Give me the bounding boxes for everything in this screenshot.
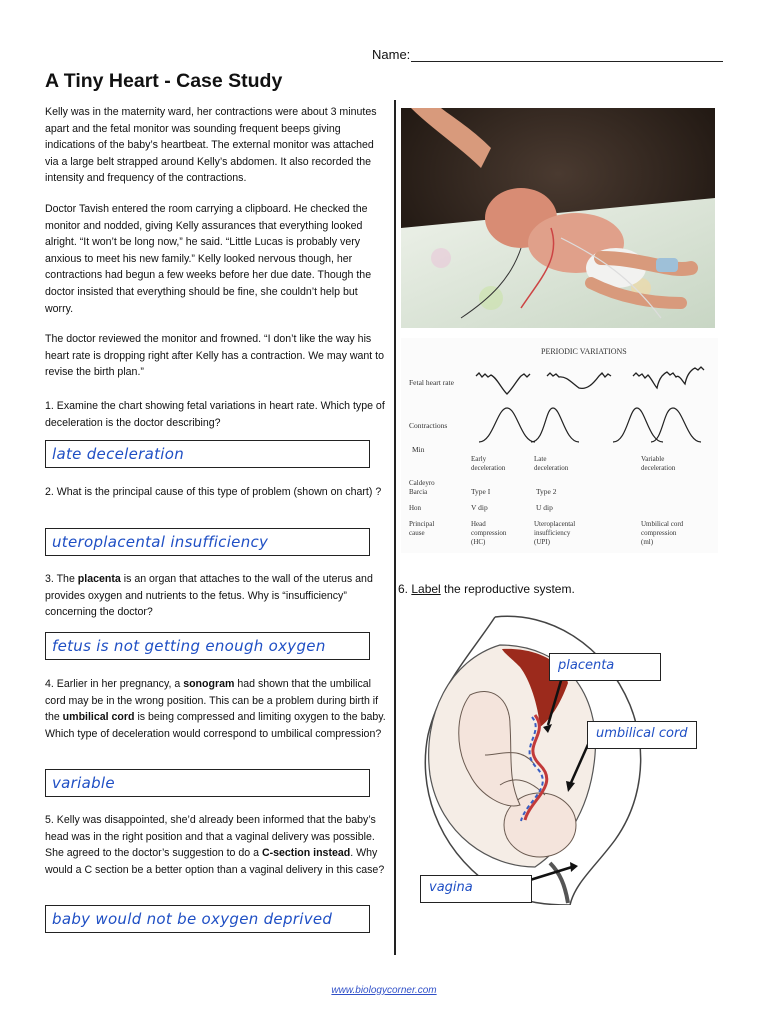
col2-hon: U dip [536,503,553,512]
q6-text: the reproductive system. [440,582,575,596]
col2-name-1: Late [534,455,547,463]
col2-cause-3: (UPI) [534,538,550,546]
col1-name-2: deceleration [471,464,506,472]
row-label-caldeyro-1: Caldeyro [409,479,435,487]
question-1: 1. Examine the chart showing fetal variations in heart rate. Which type of deceleration is the doctor describing? [45,400,385,429]
newborn-photo [401,108,715,328]
umbilical-cord-label-field[interactable]: umbilical cord [587,721,697,749]
q6-number: 6. [398,582,412,596]
periodic-variations-chart [401,338,718,553]
answer-5-field[interactable]: baby would not be oxygen deprived [45,905,370,933]
q5-text-b: . Why would a C section be a better option than a vaginal delivery in this case? [45,847,385,876]
contraction-curve-variable-1 [613,408,663,442]
col1-hon: V dip [471,503,488,512]
col3-cause-1: Umbilical cord [641,520,684,528]
fhr-trace-late [547,373,611,388]
row-label-cause-1: Principal [409,520,435,528]
q3-text-b: is an organ that attaches to the wall of the uterus and provides oxygen and nutrients to the fetus. Why is “insufficiency” concerning the doctor? [45,573,373,619]
q4-text-b: had shown that the umbilical cord may be in the wrong position. This can be a problem during birth if the [45,678,379,724]
story-paragraph-1: Kelly was in the maternity ward, her contractions were about 3 minutes apart and the fetal monitor was sounding frequent beeps giving indications of the baby’s heartbeat. The external monitor was attached via a large belt strapped around Kelly’s abdomen. It also recorded the intensity and frequency of the contractions. [45,106,377,185]
contraction-curve-late [531,408,579,442]
q5-text-a: 5. Kelly was disappointed, she’d already been informed that the baby’s head was in the right position and that a vaginal delivery was possible. She agreed to the doctor’s suggestion to do a [45,814,376,860]
row-label-hon: Hon [409,504,422,512]
contraction-curve-early [479,408,535,442]
answer-3-field[interactable]: fetus is not getting enough oxygen [45,632,370,660]
story [45,104,385,395]
placenta-label-field[interactable]: placenta [549,653,661,681]
page-title: A Tiny Heart - Case Study [45,70,283,92]
answer-4-field[interactable]: variable [45,769,370,797]
col3-name-2: deceleration [641,464,676,472]
col2-cause-1: Uteroplacental [534,520,576,528]
name-label: Name: [372,47,411,62]
fhr-trace-variable [633,367,704,388]
story-paragraph-2: Doctor Tavish entered the room carrying a clipboard. He checked the monitor and nodded, giving Kelly assurances that everything looked alright. “It won’t be long now,” he said. “Little Lucas is probably very anxious to meet his new family.” Kelly looked nervous though, her contractions had begun a few weeks before her due date. Though the doctor insisted that everything should be fine, she couldn’t help but worry. [45,202,372,315]
question-4 [45,676,387,742]
fhr-trace-early [476,373,530,394]
q6-label-word: Label [411,582,441,596]
col3-cause-2: compression [641,529,677,537]
answer-1-field[interactable]: late deceleration [45,440,370,468]
vagina-arrow-head [570,862,578,872]
vagina-arrow [530,867,572,880]
col1-cause-1: Head [471,520,486,528]
question-3 [45,571,387,621]
column-divider [394,100,396,955]
col1-name-1: Early [471,455,487,463]
col2-name-2: deceleration [534,464,569,472]
vagina-label-field[interactable]: vagina [420,875,532,903]
q4-text-a: 4. Earlier in her pregnancy, a [45,678,184,690]
footer-link[interactable]: www.biologycorner.com [331,985,437,996]
col2-cause-2: insufficiency [534,529,571,537]
q4-bold-sonogram: sonogram [183,678,235,690]
q4-bold-umbilical: umbilical cord [62,711,135,724]
chart-title: PERIODIC VARIATIONS [541,347,627,356]
newborn-photo-art [401,108,715,328]
q3-bold-placenta: placenta [77,573,121,585]
reproductive-diagram [400,605,730,905]
row-label-min: Min [412,445,425,454]
question-2: 2. What is the principal cause of this type of problem (shown on chart) ? [45,486,382,498]
col3-name-1: Variable [641,455,665,463]
reproductive-diagram-art [400,605,730,905]
col1-type: Type I [471,487,491,496]
q4-text-c: is being compressed and limiting oxygen to the baby. Which type of deceleration would correspond to umbilical compression? [45,711,386,740]
row-label-fhr: Fetal heart rate [409,378,454,387]
question-5 [45,812,387,878]
col1-cause-2: compression [471,529,507,537]
row-label-contractions: Contractions [409,421,448,430]
row-label-caldeyro-2: Barcia [409,488,428,496]
question-6 [398,582,575,596]
q3-text-a: 3. The [45,573,78,585]
q5-bold-csection: C-section instead [261,847,351,860]
row-label-cause-2: cause [409,529,425,537]
story-paragraph-3: The doctor reviewed the monitor and frowned. “I don’t like the way his heart rate is dropping right after Kelly has a contraction. We may want to revise the birth plan.” [45,333,384,379]
col3-cause-3: (ml) [641,538,654,546]
answer-2-field[interactable]: uteroplacental insufficiency [45,528,370,556]
col1-cause-3: (HC) [471,538,486,546]
name-field[interactable] [411,61,723,62]
contraction-curve-variable-2 [651,408,701,442]
col2-type: Type 2 [536,487,557,496]
